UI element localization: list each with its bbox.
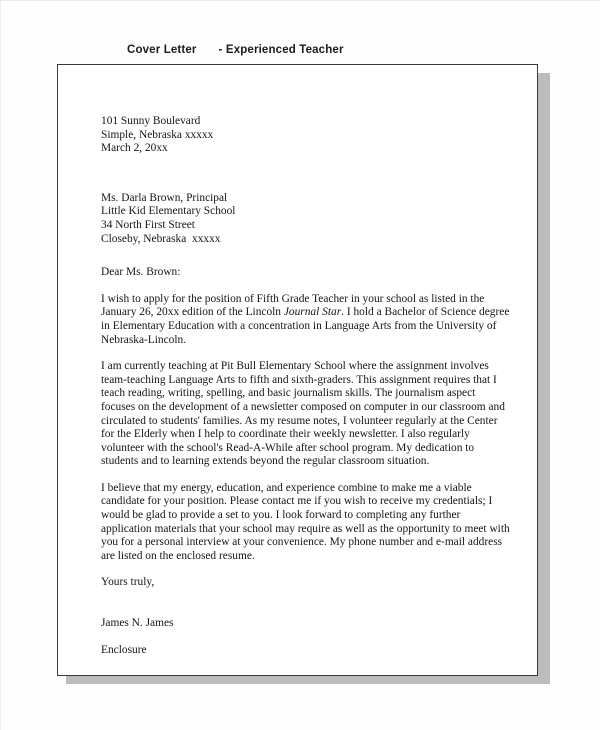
document-heading-sub: - Experienced Teacher <box>218 44 344 56</box>
spacer-after-signature <box>101 631 511 644</box>
signature-space <box>101 590 511 617</box>
paragraph-2: I am currently teaching at Pit Bull Elementary School where the assignment involves team-teaching Language Arts to fifth and sixth-graders. This assignment requires that I teach reading, writing, spelling, and basic journalism skills. The journalism aspect focuses on the development of a newsletter composed on computer in our classroom and circulated to students' families. As my resume notes, I volunteer regularly at the Center for the Elderly when I help to coordinate their weekly newsletter. I also regularly volunteer with the school's Read-A-While after school program. My dedication to students and to learning extends beyond the regular classroom situation. <box>101 360 505 468</box>
sender-address-line: 101 Sunny Boulevard <box>101 115 201 127</box>
spacer-after-salutation <box>101 280 511 293</box>
recipient-address-line: Little Kid Elementary School <box>101 205 236 218</box>
spacer-after-sender <box>101 156 511 192</box>
paragraph-1 <box>101 293 511 347</box>
enclosure-notation: Enclosure <box>101 643 147 656</box>
document-heading <box>127 44 344 56</box>
recipient-address-line: Closeby, Nebraska xxxxx <box>101 232 221 245</box>
letter-page <box>57 64 538 676</box>
publication-name-italic: Journal Star <box>283 306 342 319</box>
recipient-address-line: Ms. Darla Brown, Principal <box>101 191 228 204</box>
closing-salutation: Yours truly, <box>101 576 155 589</box>
canvas-top-edge <box>0 0 600 1</box>
recipient-address-line: 34 North First Street <box>101 218 195 231</box>
signature-name: James N. James <box>101 617 174 630</box>
spacer-after-paragraph-3 <box>101 563 511 576</box>
spacer-after-paragraph-2 <box>101 469 511 482</box>
recipient-address-block <box>101 192 511 246</box>
sender-date-line: March 2, 20xx <box>101 142 168 155</box>
paragraph-1-text-before-italic: I wish to apply for the position of Fifth Grade Teacher in your school as listed in the January 26, 20xx edition of the Lincoln <box>101 292 485 319</box>
sender-address-line: Simple, Nebraska xxxxx <box>101 128 214 141</box>
paragraph-1-text-after-italic: . I hold a Bachelor of Science degree in Elementary Education with a concentration in Language Arts from the University of Nebraska-Lincoln. <box>101 306 510 346</box>
document-heading-main: Cover Letter <box>127 44 197 56</box>
spacer-after-paragraph-1 <box>101 347 511 360</box>
canvas-left-edge <box>0 0 1 730</box>
paragraph-3: I believe that my energy, education, and experience combine to make me a viable candidate for your position. Please contact me if you wish to receive my credentials; I would be glad to provide a set to you. I look forward to completing any further application materials that your school may require as well as the opportunity to meet with you for a personal interview at your convenience. My phone number and e-mail address are listed on the enclosed resume. <box>101 481 510 562</box>
letter-body <box>101 115 511 657</box>
sender-address-block <box>101 115 511 156</box>
salutation: Dear Ms. Brown: <box>101 266 181 279</box>
spacer-after-recipient <box>101 246 511 266</box>
